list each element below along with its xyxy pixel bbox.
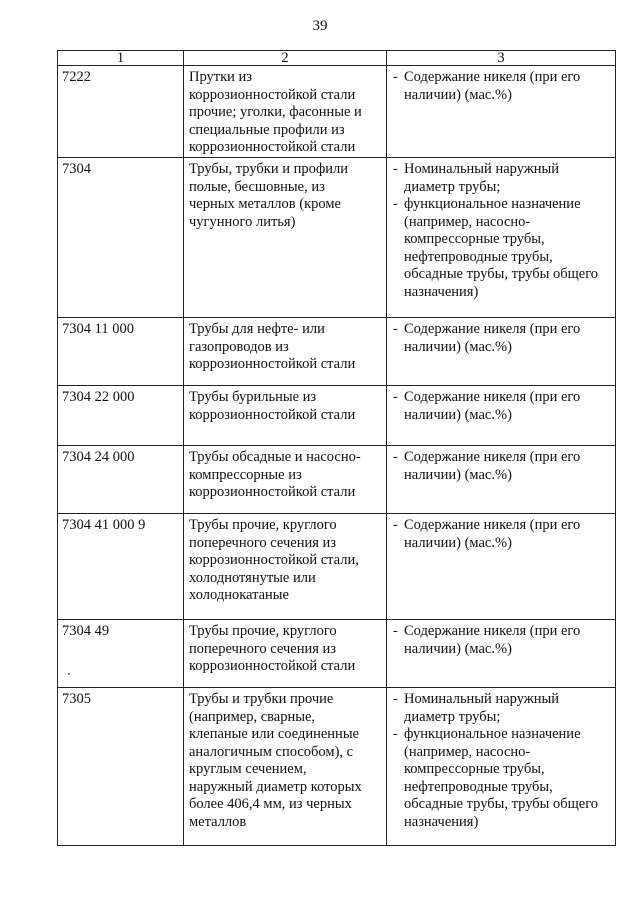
table-row (58, 514, 616, 620)
table-row (58, 318, 616, 386)
column-header-1: 1 (58, 51, 184, 66)
attribute-list (390, 517, 611, 552)
attribute-item: - Содержание никеля (при его наличии) (мас.%) (393, 69, 581, 103)
table-row (58, 158, 616, 318)
attribute-list (390, 69, 611, 104)
table-row (58, 66, 616, 158)
product-description: Трубы бурильные из коррозионностойкой стали (189, 389, 356, 423)
table-header-row (58, 51, 616, 66)
table-row (58, 386, 616, 446)
attribute-list (390, 389, 611, 424)
product-description: Прутки из коррозионностойкой стали прочие; уголки, фасонные и специальные профили из коррозионностойкой стали (189, 69, 362, 155)
attribute-list (390, 321, 611, 356)
product-description: Трубы обсадные и насосно- компрессорные из коррозионностойкой стали (189, 449, 361, 500)
attribute-list (390, 691, 611, 831)
attribute-item: - Номинальный наружный диаметр трубы; (393, 691, 560, 725)
hs-code: 7305 (58, 688, 184, 846)
hs-code: 7222 (58, 66, 184, 158)
attribute-item: - Содержание никеля (при его наличии) (мас.%) (393, 517, 581, 551)
tariff-table (57, 50, 616, 846)
attribute-item: - Содержание никеля (при его наличии) (мас.%) (393, 449, 581, 483)
hs-code: 7304 (58, 158, 184, 318)
column-header-3: 3 (387, 51, 616, 66)
product-description: Трубы и трубки прочие (например, сварные, клепаные или соединенные аналогичным способом), с круглым сечением, наружный диаметр которых более 406,4 мм, из черных металлов (189, 691, 362, 830)
hs-code: 7304 49 (58, 620, 184, 688)
attribute-item: - функциональное назначение (например, насосно- компрессорные трубы, нефтепроводные трубы, обсадные трубы, трубы общего назначения) (393, 196, 599, 300)
attribute-item: - Содержание никеля (при его наличии) (мас.%) (393, 321, 581, 355)
hs-code: 7304 41 000 9 (58, 514, 184, 620)
attribute-list (390, 161, 611, 301)
attribute-list (390, 449, 611, 484)
table-row (58, 688, 616, 846)
attribute-item: - Номинальный наружный диаметр трубы; (393, 161, 560, 195)
product-description: Трубы для нефте- или газопроводов из коррозионностойкой стали (189, 321, 356, 372)
hs-code: 7304 24 000 (58, 446, 184, 514)
table-row (58, 446, 616, 514)
hs-code: 7304 22 000 (58, 386, 184, 446)
attribute-item: - Содержание никеля (при его наличии) (мас.%) (393, 623, 581, 657)
product-description: Трубы прочие, круглого поперечного сечения из коррозионностойкой стали, холоднотянутые или холоднокатаные (189, 517, 359, 603)
product-description: Трубы, трубки и профили полые, бесшовные, из черных металлов (кроме чугунного литья) (189, 161, 349, 230)
page-number: 39 (312, 18, 328, 34)
column-header-2: 2 (184, 51, 387, 66)
scan-speck (68, 673, 70, 675)
table-row (58, 620, 616, 688)
attribute-list (390, 623, 611, 658)
attribute-item: - функциональное назначение (например, насосно- компрессорные трубы, нефтепроводные трубы, обсадные трубы, трубы общего назначения) (393, 726, 599, 830)
attribute-item: - Содержание никеля (при его наличии) (мас.%) (393, 389, 581, 423)
product-description: Трубы прочие, круглого поперечного сечения из коррозионностойкой стали (189, 623, 356, 674)
hs-code: 7304 11 000 (58, 318, 184, 386)
